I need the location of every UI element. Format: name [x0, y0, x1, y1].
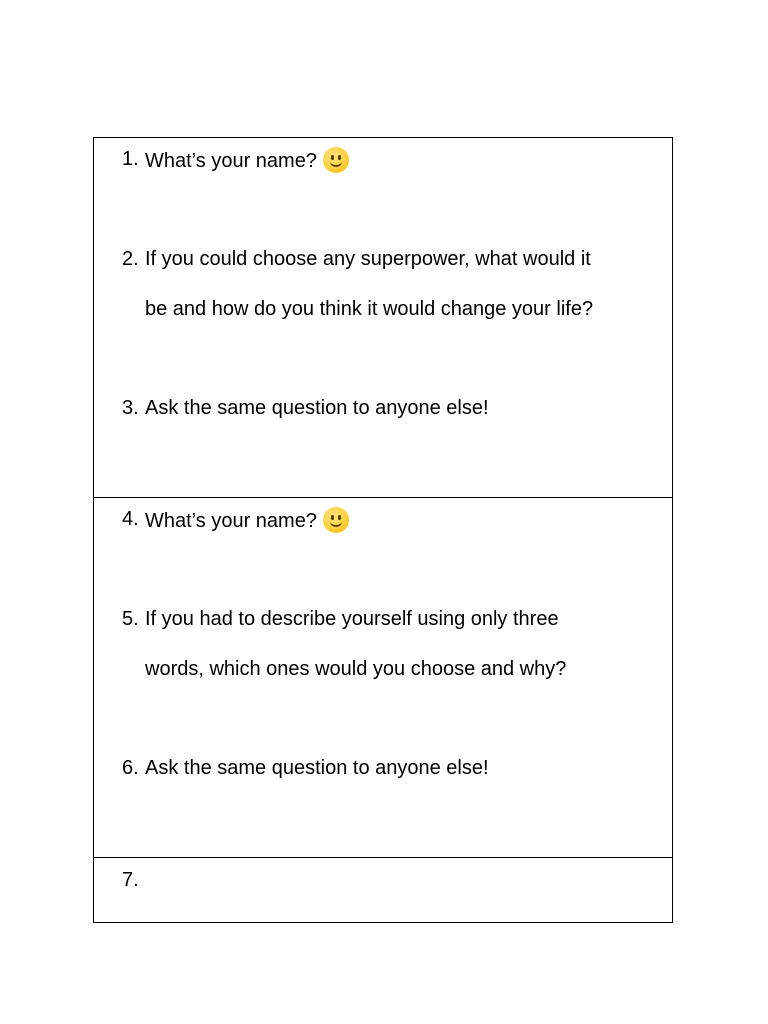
- question-card-1: [94, 138, 672, 498]
- question-number: 7.: [122, 869, 139, 891]
- question-number: 4.: [122, 508, 139, 530]
- question-number: 6.: [122, 757, 139, 779]
- question-text: What’s your name?: [145, 510, 317, 532]
- question-card-3: [94, 858, 672, 922]
- question-text: Ask the same question to anyone else!: [145, 757, 489, 779]
- question-text: What’s your name?: [145, 150, 317, 172]
- question-number: 3.: [122, 397, 139, 419]
- smiley-icon: [323, 507, 349, 533]
- smiley-icon: [323, 147, 349, 173]
- question-number: 5.: [122, 608, 139, 630]
- question-2-continuation: be and how do you think it would change your life?: [145, 298, 594, 320]
- question-number: 1.: [122, 148, 139, 170]
- question-text: Ask the same question to anyone else!: [145, 397, 489, 419]
- question-text: If you could choose any superpower, what would it: [145, 248, 591, 270]
- question-5-continuation: words, which ones would you choose and why?: [145, 658, 567, 680]
- question-number: 2.: [122, 248, 139, 270]
- question-table: [93, 137, 673, 923]
- question-card-2: [94, 498, 672, 858]
- question-text: If you had to describe yourself using only three: [145, 608, 559, 630]
